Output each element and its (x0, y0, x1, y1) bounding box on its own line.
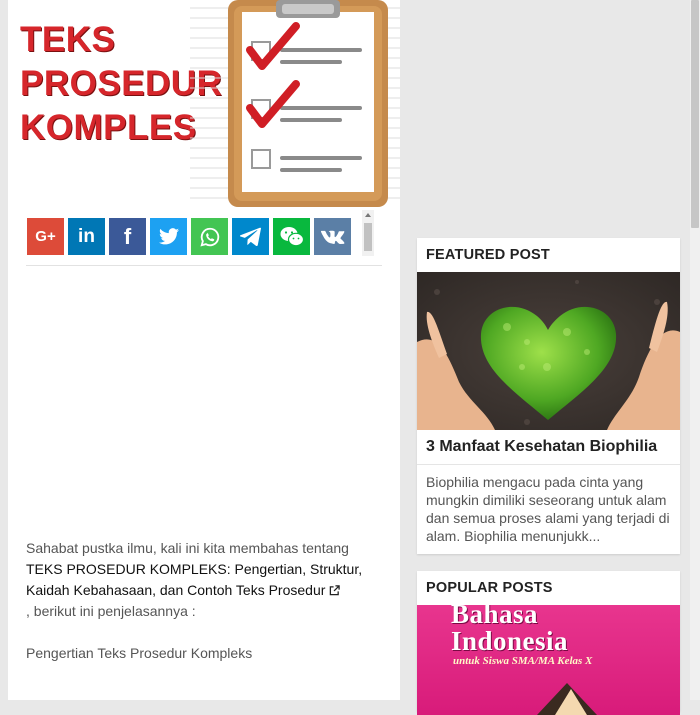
hero-title-line-3: KOMPLES (20, 108, 197, 147)
article-column (8, 0, 400, 700)
featured-post-widget (417, 238, 680, 554)
heart-hands-image (417, 272, 680, 430)
featured-post-title[interactable]: 3 Manfaat Kesehatan Biophilia (417, 430, 680, 465)
share-bar (27, 218, 351, 255)
telegram-icon (240, 227, 262, 247)
external-link-icon (329, 585, 340, 596)
page-scrollbar[interactable] (690, 0, 700, 700)
featured-post-image[interactable] (417, 272, 680, 430)
article-body (26, 538, 382, 664)
featured-post-excerpt: Biophilia mengacu pada cinta yang mungkin dimiliki seseorang untuk alam dan semua proses alami yang terjadi di alam. Biophilia menunjukk... (426, 474, 670, 544)
popular-posts-widget-title: POPULAR POSTS (426, 580, 553, 596)
twitter-icon (159, 228, 179, 245)
vk-share-button[interactable] (314, 218, 351, 255)
twitter-share-button[interactable] (150, 218, 187, 255)
whatsapp-share-button[interactable] (191, 218, 228, 255)
google-plus-icon: G+ (35, 228, 56, 245)
share-bar-scrollbar[interactable] (362, 210, 374, 256)
telegram-share-button[interactable] (232, 218, 269, 255)
hero-title-line-1: TEKS (20, 20, 116, 59)
facebook-share-button[interactable] (109, 218, 146, 255)
page-scrollbar-thumb[interactable] (691, 0, 699, 228)
book-cover-title (451, 605, 568, 655)
article-link[interactable] (26, 561, 362, 598)
popular-posts-widget (417, 571, 680, 711)
featured-post-widget-title: FEATURED POST (426, 247, 550, 263)
linkedin-share-button[interactable] (68, 218, 105, 255)
scroll-up-arrow-icon[interactable] (365, 213, 371, 217)
article-link-text: TEKS PROSEDUR KOMPLEKS: Pengertian, Struktur, Kaidah Kebahasaan, dan Contoh Teks Prosedur (26, 561, 363, 598)
wechat-icon (280, 226, 304, 248)
popular-post-image[interactable] (417, 605, 680, 715)
book-cover-title-line-2: Indonesia (451, 626, 569, 656)
hero-image (8, 0, 400, 207)
article-intro: Sahabat pustka ilmu, kali ini kita membahas tentang (26, 540, 349, 556)
whatsapp-icon (199, 226, 221, 248)
article-heading: Pengertian Teks Prosedur Kompleks (26, 645, 253, 661)
wechat-share-button[interactable] (273, 218, 310, 255)
book-cover-subtitle: untuk Siswa SMA/MA Kelas X (453, 655, 593, 667)
clipboard-checklist-icon (190, 0, 400, 207)
hero-title-line-2: PROSEDUR (20, 64, 223, 103)
book-cover-title-line-1: Bahasa (451, 605, 539, 629)
linkedin-icon: in (78, 225, 95, 247)
share-bar-scroll-thumb[interactable] (364, 223, 372, 251)
share-divider (26, 265, 382, 266)
article-continuation: , berikut ini penjelasannya : (26, 603, 196, 619)
book-cover-art (527, 675, 617, 715)
google-plus-share-button[interactable] (27, 218, 64, 255)
facebook-icon: f (123, 223, 132, 249)
vk-icon (321, 230, 345, 244)
